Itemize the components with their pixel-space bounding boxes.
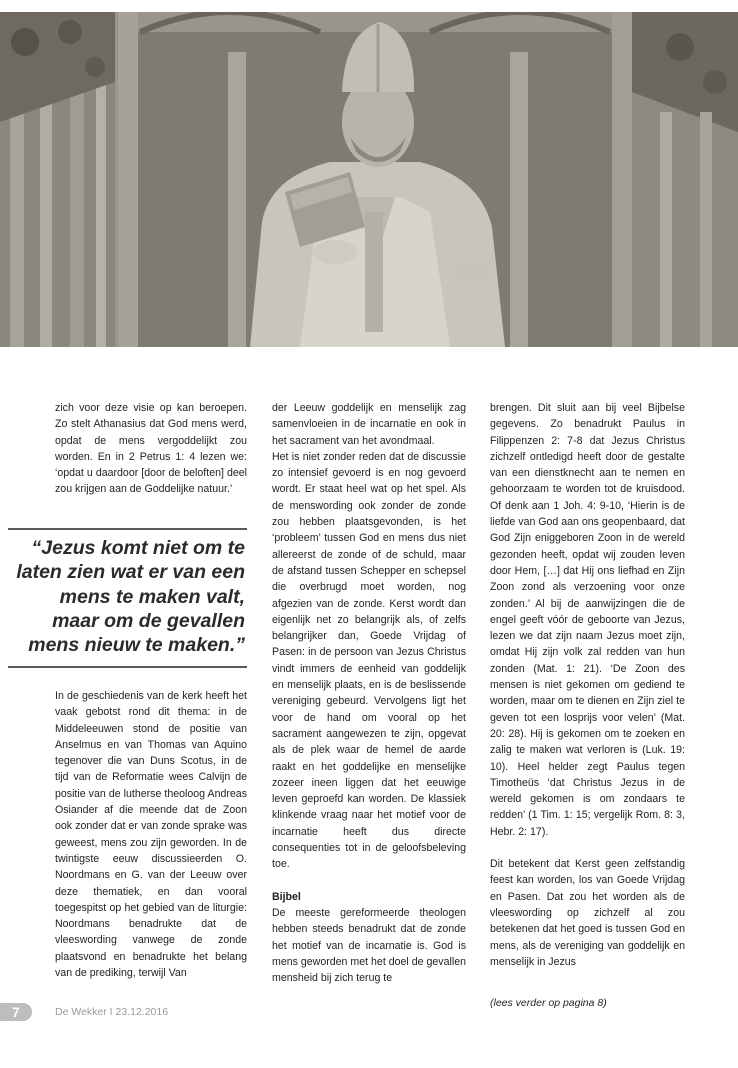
pullquote-bottom-rule bbox=[8, 666, 247, 668]
column-1-bottom-text bbox=[55, 688, 247, 981]
page-number: 7 bbox=[12, 1004, 20, 1020]
statue-photo bbox=[0, 12, 738, 347]
column-3-text bbox=[490, 400, 685, 970]
publication-name: De Wekker bbox=[55, 1006, 107, 1018]
pullquote-top-rule bbox=[8, 528, 247, 530]
footer-publication-line bbox=[55, 1006, 168, 1018]
column-2-text bbox=[272, 400, 466, 986]
paragraph: In de geschiedenis van de kerk heeft het vaak gebotst rond dit thema: in de Middeleeuwen stond de positie van Anselmus en van Thomas van Aquino tegenover die van Duns Scotus, in de tijd van de Reformatie wees Calvijn de positie van de lutherse theoloog Andreas Osiander af die meende dat de Zoon ook zonder dat er van zonde sprake was geweest, mens zou zijn geworden. In de twintigste eeuw discussieerden O. Noordmans en G. van der Leeuw over deze thematiek, en dan vooral toegespitst op het gebied van de liturgie: Noordmans benadrukte dat de vleeswording vanwege de zonde plaatsvond en benadrukte het belang van de prediking, terwijl Van bbox=[55, 690, 247, 980]
paragraph: Dit betekent dat Kerst geen zelfstandig feest kan worden, los van Goede Vrijdag en Pasen. Dat zou het worden als de vleeswording op zichzelf al zou betekenen dat het goed is tussen God en mens, als de vereniging van goddelijk en menselijk in Jezus bbox=[490, 858, 685, 968]
paragraph: Het is niet zonder reden dat de discussie zo intensief gevoerd is en nog gevoerd wordt. Er staat heel wat op het spel. Als de menswording ook zonder de zonde zou hebben plaatsgevonden, is het ‘probleem’ tussen God en mens dus niet allereerst de zonde of de schuld, maar de afstand tussen Schepper en schepsel die overbrugd moet worden, nog afgezien van de zonde. Kerst wordt dan eigenlijk net zo belangrijk als, of zelfs belangrijker dan, Goede Vrijdag of Pasen: in de persoon van Jezus Christus vindt immers de eenheid van goddelijk en menselijk plaats, en is de beslissende vereniging gebeurd. Vervolgens ligt het voor de hand om vooral op het sacrament aangewezen te zijn, opgevat als de plek waar de hemel de aarde raakt en het goddelijke en menselijke zozeer ineen liggen dat het eeuwige leven geproefd kan worden. De klassiek klinkende vraag naar het motief voor de incarnatie heeft dus directe consequenties tot in de geloofsbeleving toe. bbox=[272, 450, 466, 871]
pullquote: “Jezus komt niet om te laten zien wat er van een mens te maken valt, maar om de gevallen mens nieuw te maken.” bbox=[16, 537, 245, 657]
continued-note: (lees verder op pagina 8) bbox=[490, 997, 607, 1009]
paragraph: De meeste gereformeerde theologen hebben steeds benadrukt dat de zonde het motief van de incarnatie is. God is mens geworden met het doel de gevallen mensheid bij zich terug te bbox=[272, 906, 466, 985]
paragraph: brengen. Dit sluit aan bij veel Bijbelse gegevens. Zo benadrukt Paulus in Filippenzen 2: 7-8 dat Jezus Christus zichzelf ontledigd heeft door de gestalte van een dienstknecht aan te nemen en gehoorzaam te worden tot de kruisdood. Of denk aan 1 Joh. 4: 9-10, ‘Hierin is de liefde van God aan ons geopenbaard, dat God Zijn eniggeboren Zoon in de wereld gezonden heeft, opdat wij zouden leven door Hem, […] dat Hij ons liefhad en Zijn Zoon zond als verzoening voor onze zonden.’ Al bij de aanwijzingen die de engel geeft vóór de geboorte van Jezus, lezen we dat zijn naam Jezus moet zijn, omdat Hij zijn volk zal redden van hun zonden (Mat. 1: 21). ‘De Zoon des mensen is niet gekomen om gediend te worden, maar om te dienen en Zijn ziel te geven tot een losprijs voor velen’ (Mat. 20: 28). Hij is gekomen om te zoeken en zalig te maken wat verloren is (Luk. 19: 10). Heel helder zegt Paulus tegen Timotheüs ‘dat Christus Jezus in de wereld gekomen is om zondaars te redden’ (1 Tim. 1: 15; vergelijk Rom. 8: 3, Hebr. 2: 17). bbox=[490, 402, 685, 838]
paragraph: zich voor deze visie op kan beroepen. Zo stelt Athanasius dat God mens werd, opdat de mens vergoddelijkt zou worden. En in 2 Petrus 1: 4 lezen we: ‘opdat u daardoor [door de beloften] deel zou krijgen aan de Goddelijke natuur.’ bbox=[55, 402, 247, 496]
section-heading: Bijbel bbox=[272, 890, 301, 903]
paragraph: der Leeuw goddelijk en menselijk zag samenvloeien in de incarnatie en ook in het sacrament van het avondmaal. bbox=[272, 402, 466, 447]
separator: I bbox=[109, 1006, 113, 1018]
column-1-top-text bbox=[55, 400, 247, 498]
statue-illustration bbox=[0, 12, 738, 347]
issue-date: 23.12.2016 bbox=[115, 1006, 169, 1018]
